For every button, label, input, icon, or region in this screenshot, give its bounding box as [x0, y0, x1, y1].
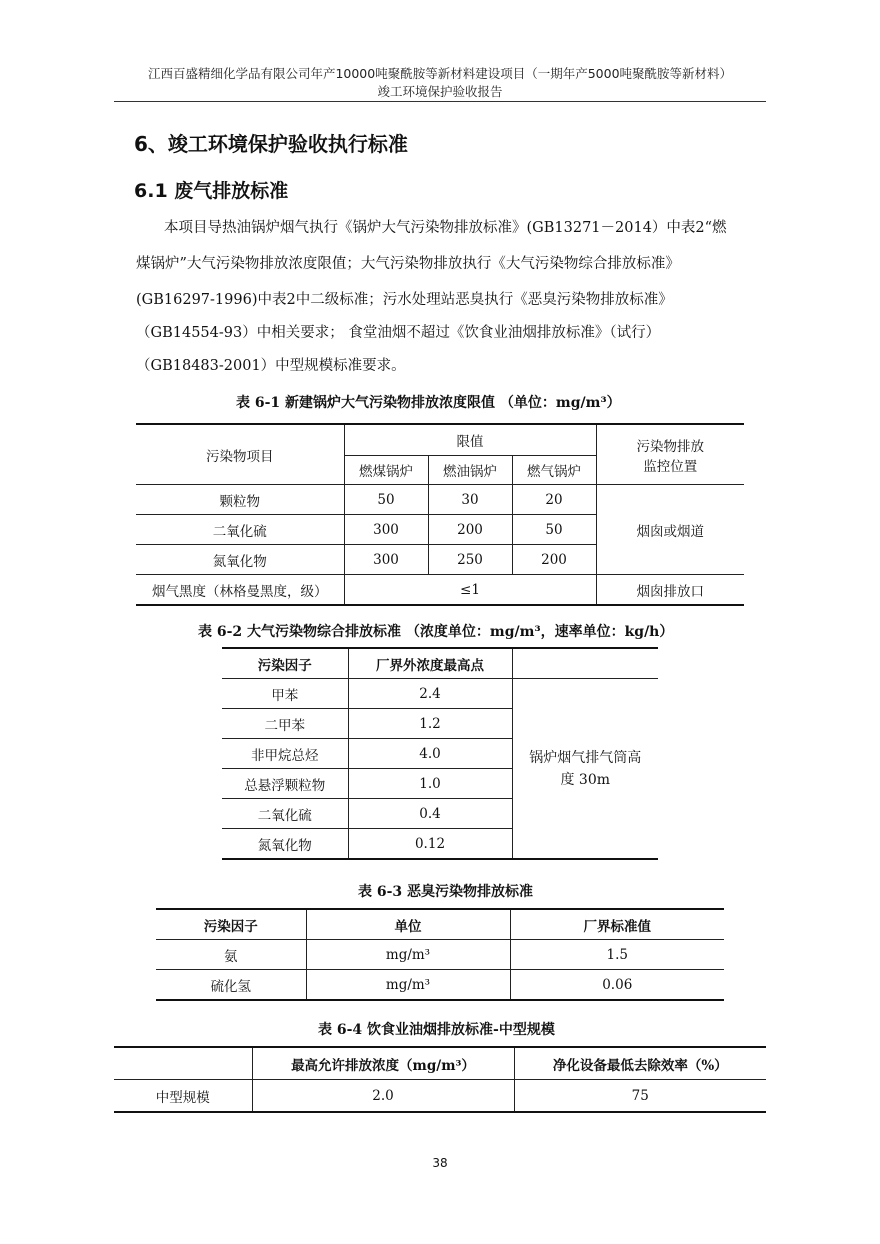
col-header-oil: 燃油锅炉 — [428, 456, 512, 485]
col-header-conc: 厂界外浓度最高点 — [348, 648, 512, 679]
cell-oil: 250 — [428, 545, 512, 575]
cell-limit: 1.5 — [510, 940, 724, 970]
col-header-coal: 燃煤锅炉 — [344, 456, 428, 485]
paragraph-line: （GB18483-2001）中型规模标准要求。 — [136, 358, 406, 374]
cell-factor: 总悬浮颗粒物 — [222, 769, 348, 799]
col-header-gas: 燃气锅炉 — [512, 456, 596, 485]
col-header-efficiency: 净化设备最低去除效率（%） — [514, 1047, 766, 1080]
paragraph-line: 煤锅炉”大气污染物排放浓度限值；大气污染物排放执行《大气污染物综合排放标准》 — [136, 256, 680, 272]
cell-factor: 氮氧化物 — [222, 829, 348, 860]
cell-gas: 50 — [512, 515, 596, 545]
cell-item: 烟气黑度（林格曼黑度，级） — [136, 575, 344, 606]
running-header-line-1: 江西百盛精细化学品有限公司年产10000吨聚酰胺等新材料建设项目（一期年产5000吨聚酰胺等新材料） — [147, 66, 733, 81]
paragraph-line: (GB16297-1996)中表2中二级标准；污水处理站恶臭执行《恶臭污染物排放标准》 — [136, 292, 673, 308]
page-number: 38 — [432, 1156, 448, 1170]
col-header-monitor-line-2: 监控位置 — [643, 458, 698, 475]
cell-factor: 非甲烷总烃 — [222, 739, 348, 769]
table-row — [156, 940, 724, 970]
air-pollutant-table — [222, 647, 658, 860]
col-header-conc: 最高允许排放浓度（mg/m³） — [252, 1047, 514, 1080]
cell-conc: 0.4 — [348, 799, 512, 829]
col-header-blank — [512, 648, 658, 679]
table-row — [136, 575, 744, 606]
cell-conc: 0.12 — [348, 829, 512, 860]
col-header-factor: 污染因子 — [156, 909, 306, 940]
cell-unit: mg/m³ — [306, 940, 510, 970]
cell-coal: 300 — [344, 545, 428, 575]
cell-item: 二氧化硫 — [136, 515, 344, 545]
table-caption: 表 6-1 新建锅炉大气污染物排放浓度限值 （单位：mg/m³） — [236, 395, 621, 411]
cell-factor: 二氧化硫 — [222, 799, 348, 829]
cell-item: 氮氧化物 — [136, 545, 344, 575]
col-header-limit: 厂界标准值 — [510, 909, 724, 940]
cell-limit: 0.06 — [510, 970, 724, 1001]
cell-scale: 中型规模 — [114, 1080, 252, 1113]
cell-factor: 氨 — [156, 940, 306, 970]
col-header-factor: 污染因子 — [222, 648, 348, 679]
table-row — [156, 970, 724, 1001]
paragraph-line: 本项目导热油锅炉烟气执行《锅炉大气污染物排放标准》(GB13271－2014）中表2“燃 — [164, 220, 727, 236]
subsection-title: 6.1 废气排放标准 — [134, 180, 289, 202]
table-row — [222, 679, 658, 709]
col-header-limit: 限值 — [344, 424, 596, 456]
cell-conc: 1.2 — [348, 709, 512, 739]
cell-efficiency: 75 — [514, 1080, 766, 1113]
cell-coal: 50 — [344, 485, 428, 515]
table-caption: 表 6-4 饮食业油烟排放标准-中型规模 — [318, 1022, 555, 1038]
boiler-emission-table — [136, 423, 744, 606]
stack-note-line-1: 锅炉烟气排气筒高 — [529, 749, 642, 766]
cell-conc: 4.0 — [348, 739, 512, 769]
col-header-monitor-line-1: 污染物排放 — [636, 438, 704, 455]
table-caption: 表 6-2 大气污染物综合排放标准 （浓度单位：mg/m³，速率单位：kg/h） — [198, 624, 674, 640]
cell-smoke-limit: ≤1 — [344, 575, 596, 606]
cell-coal: 300 — [344, 515, 428, 545]
paragraph-line: （GB14554-93）中相关要求； 食堂油烟不超过《饮食业油烟排放标准》（试行） — [136, 325, 661, 341]
cell-conc: 1.0 — [348, 769, 512, 799]
cell-factor: 二甲苯 — [222, 709, 348, 739]
cell-gas: 20 — [512, 485, 596, 515]
cell-oil: 200 — [428, 515, 512, 545]
section-title: 6、竣工环境保护验收执行标准 — [134, 132, 408, 156]
cell-gas: 200 — [512, 545, 596, 575]
cell-stack-note — [512, 679, 658, 860]
table-caption: 表 6-3 恶臭污染物排放标准 — [358, 884, 534, 900]
cell-conc: 2.0 — [252, 1080, 514, 1113]
odor-pollutant-table — [156, 908, 724, 1001]
col-header-monitor — [596, 424, 744, 485]
cell-monitor: 烟囱排放口 — [596, 575, 744, 606]
running-header-line-2: 竣工环境保护验收报告 — [377, 84, 503, 99]
col-header-blank — [114, 1047, 252, 1080]
cell-oil: 30 — [428, 485, 512, 515]
cell-conc: 2.4 — [348, 679, 512, 709]
col-header-unit: 单位 — [306, 909, 510, 940]
cell-factor: 甲苯 — [222, 679, 348, 709]
cell-item: 颗粒物 — [136, 485, 344, 515]
table-row — [136, 485, 744, 515]
cooking-fume-table — [114, 1046, 766, 1113]
cell-unit: mg/m³ — [306, 970, 510, 1001]
stack-note-line-2: 度 30m — [560, 771, 611, 788]
header-rule — [114, 101, 766, 102]
cell-monitor-merged: 烟囱或烟道 — [596, 485, 744, 575]
col-header-item: 污染物项目 — [136, 424, 344, 485]
cell-factor: 硫化氢 — [156, 970, 306, 1001]
table-row — [114, 1080, 766, 1113]
